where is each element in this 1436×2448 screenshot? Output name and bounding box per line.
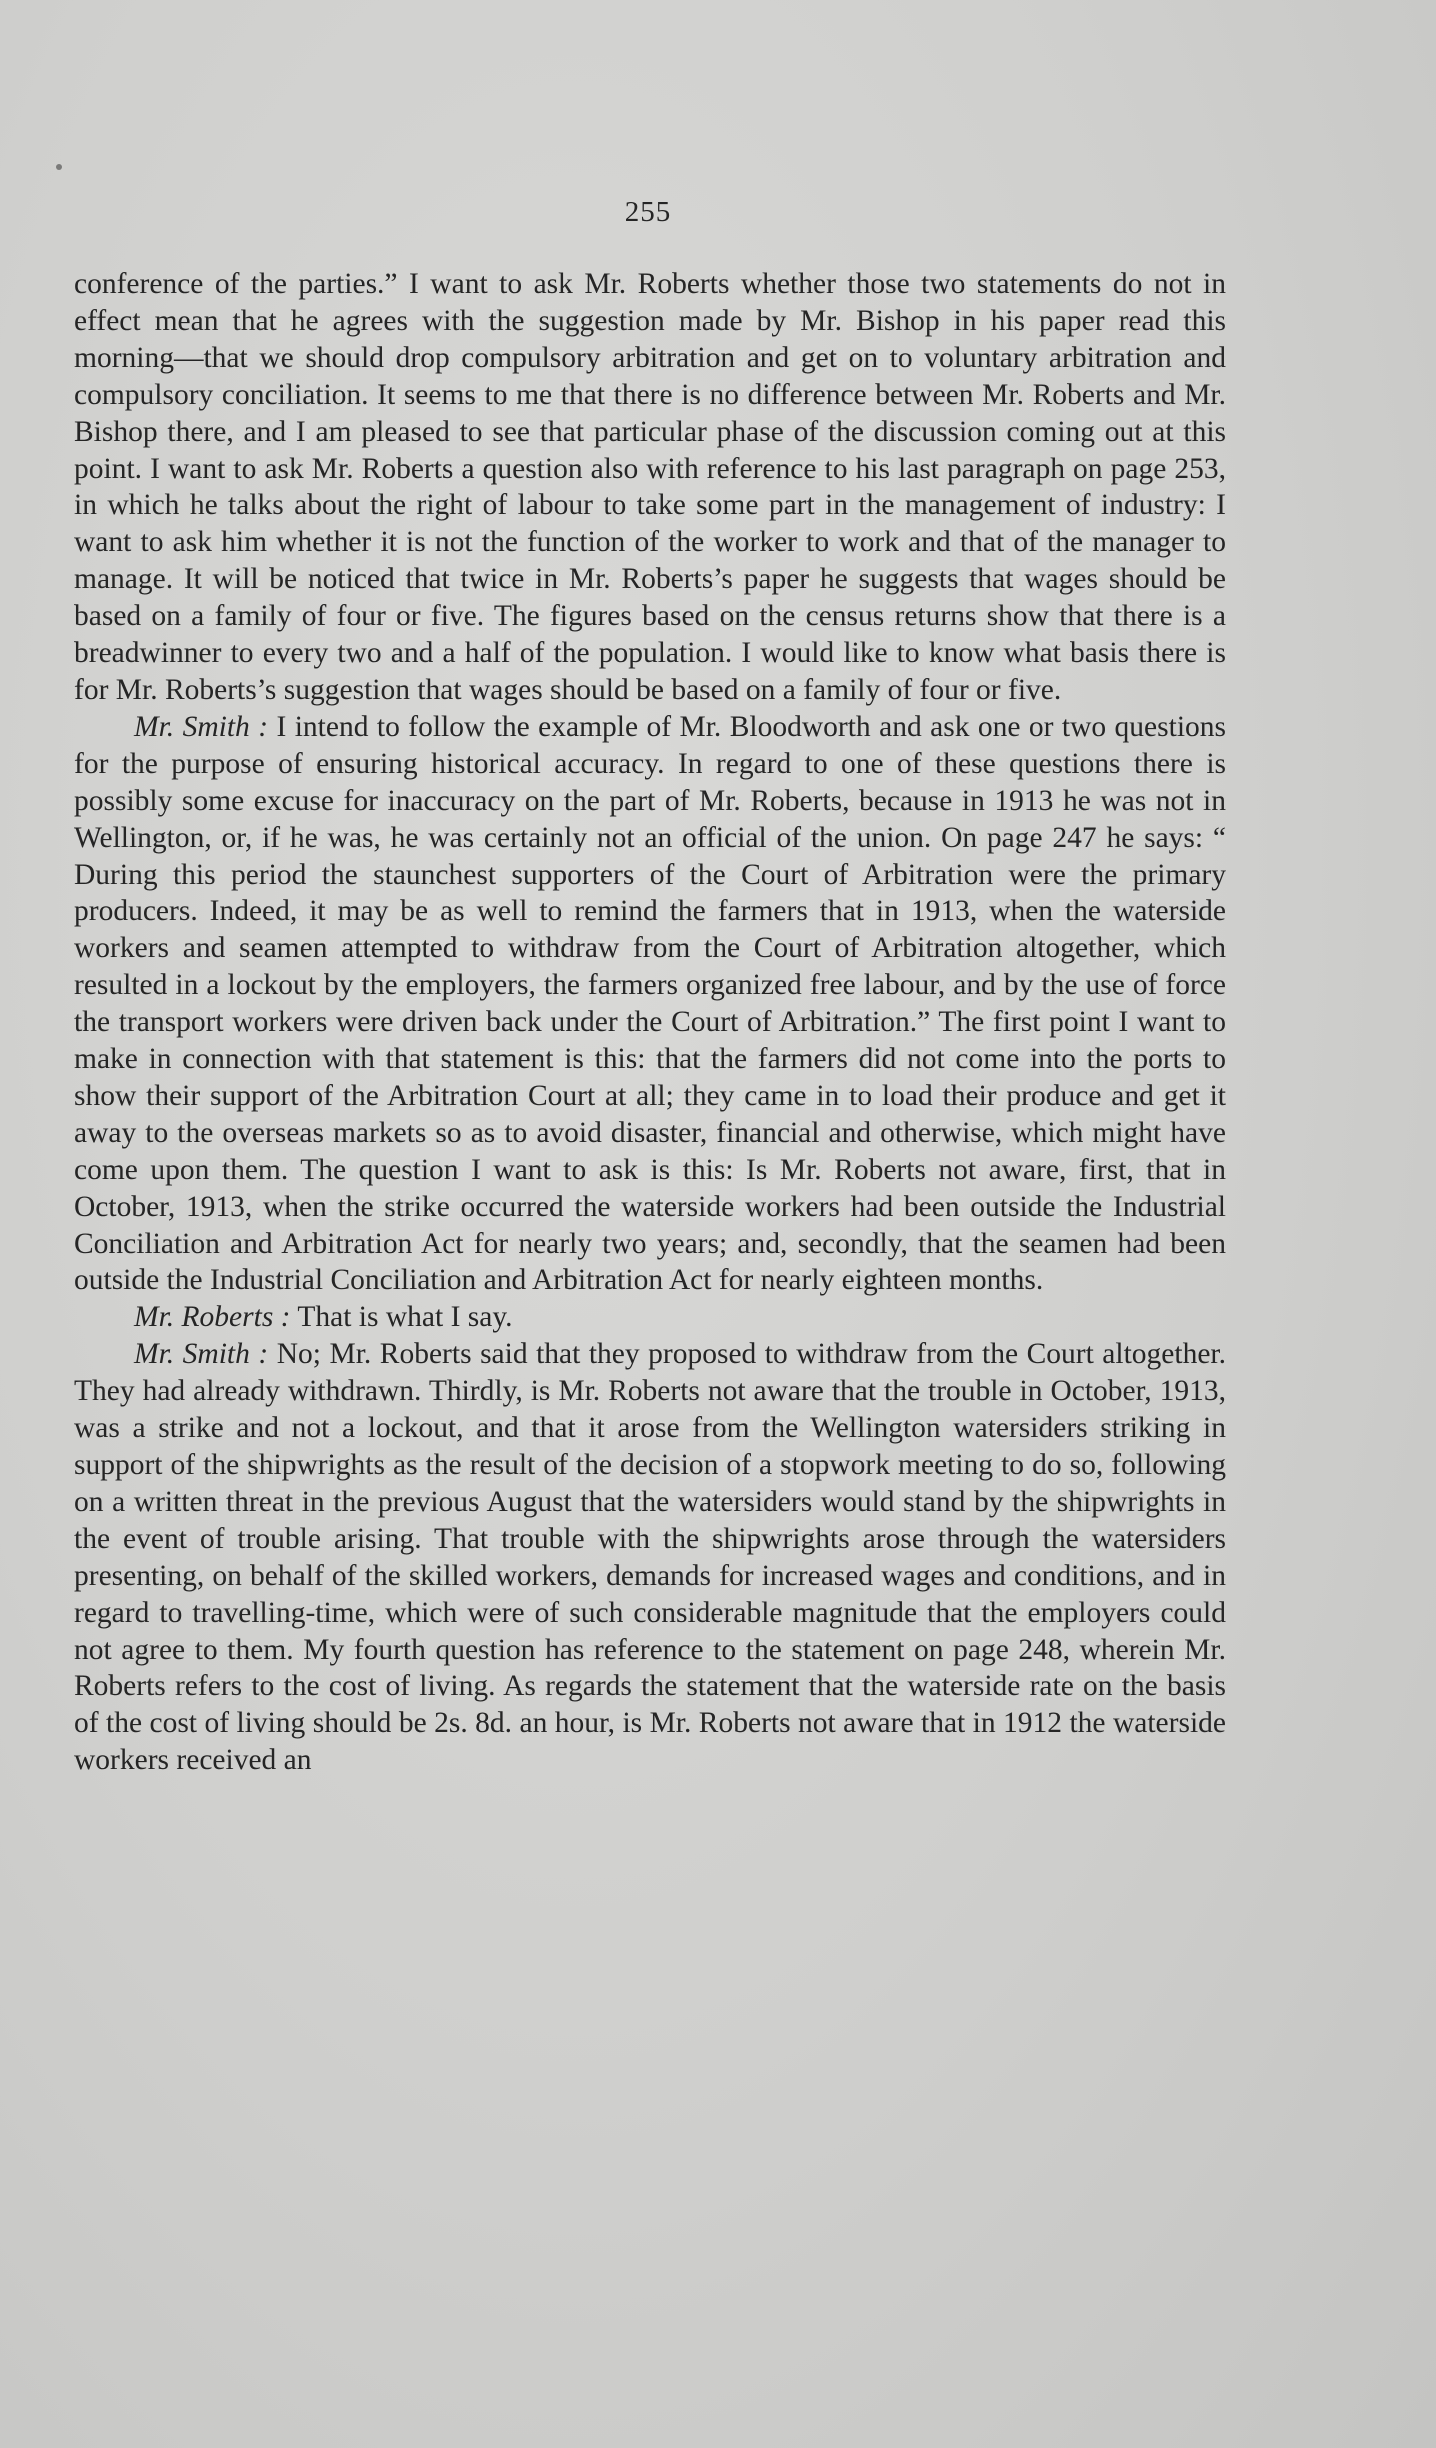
speaker-label: Mr. Smith : bbox=[134, 710, 269, 743]
page-number: 255 bbox=[624, 196, 672, 228]
speaker-label: Mr. Roberts : bbox=[134, 1301, 291, 1334]
paragraph-text: That is what I say. bbox=[297, 1301, 513, 1334]
body-text bbox=[74, 266, 1226, 1779]
speaker-label: Mr. Smith : bbox=[134, 1338, 269, 1371]
paragraph-text: conference of the parties.” I want to ask Mr. Roberts whether those two statements do not in effect mean that he agrees with the suggestion made by Mr. Bishop in his paper read this morning—that we should drop compulsory arbitration and get on to voluntary arbitration and compulsory conciliation. It seems to me that there is no difference between Mr. Roberts and Mr. Bishop there, and I am pleased to see that particular phase of the discussion coming out at this point. I want to ask Mr. Roberts a question also with reference to his last paragraph on page 253, in which he talks about the right of labour to take some part in the management of industry: I want to ask him whether it is not the function of the worker to work and that of the manager to manage. It will be noticed that twice in Mr. Roberts’s paper he suggests that wages should be based on a family of four or five. The figures based on the census returns show that there is a breadwinner to every two and a half of the population. I would like to know what basis there is for Mr. Roberts’s suggestion that wages should be based on a family of four or five. bbox=[74, 268, 1226, 706]
paragraph-text: No; Mr. Roberts said that they proposed to withdraw from the Court altogether. They had already withdrawn. Thirdly, is Mr. Roberts not aware that the trouble in October, 1913, was a strike and not a lockout, and that it arose from the Wellington watersiders striking in support of the shipwrights as the result of the decision of a stopwork meeting to do so, following on a written threat in the previous August that the watersiders would stand by the shipwrights in the event of trouble arising. That trouble with the shipwrights arose through the watersiders presenting, on behalf of the skilled workers, demands for increased wages and conditions, and in regard to travelling-time, which were of such considerable magnitude that the employers could not agree to them. My fourth question has reference to the statement on page 248, wherein Mr. Roberts refers to the cost of living. As regards the statement that the waterside rate on the basis of the cost of living should be 2s. 8d. an hour, is Mr. Roberts not aware that in 1912 the waterside workers received an bbox=[74, 1338, 1226, 1777]
paragraph-4 bbox=[74, 1336, 1226, 1779]
paragraph-3 bbox=[74, 1299, 1226, 1336]
paragraph-1 bbox=[74, 266, 1226, 709]
paragraph-text: I intend to follow the example of Mr. Bloodworth and ask one or two questions for the purpose of ensuring historical accuracy. In regard to one of these questions there is possibly some excuse for inaccuracy on the part of Mr. Roberts, because in 1913 he was not in Wellington, or, if he was, he was certainly not an official of the union. On page 247 he says: “ During this period the staunchest supporters of the Court of Arbitration were the primary producers. Indeed, it may be as well to remind the farmers that in 1913, when the waterside workers and seamen attempted to withdraw from the Court of Arbitration altogether, which resulted in a lockout by the employers, the farmers organized free labour, and by the use of force the transport workers were driven back under the Court of Arbitration.” The first point I want to make in connection with that statement is this: that the farmers did not come into the ports to show their support of the Arbitration Court at all; they came in to load their produce and get it away to the overseas markets so as to avoid disaster, financial and otherwise, which might have come upon them. The question I want to ask is this: Is Mr. Roberts not aware, first, that in October, 1913, when the strike occurred the waterside workers had been outside the Industrial Conciliation and Arbitration Act for nearly two years; and, secondly, that the seamen had been outside the Industrial Conciliation and Arbitration Act for nearly eighteen months. bbox=[74, 710, 1227, 1297]
paragraph-2 bbox=[74, 709, 1226, 1300]
document-page bbox=[62, 0, 1234, 2448]
